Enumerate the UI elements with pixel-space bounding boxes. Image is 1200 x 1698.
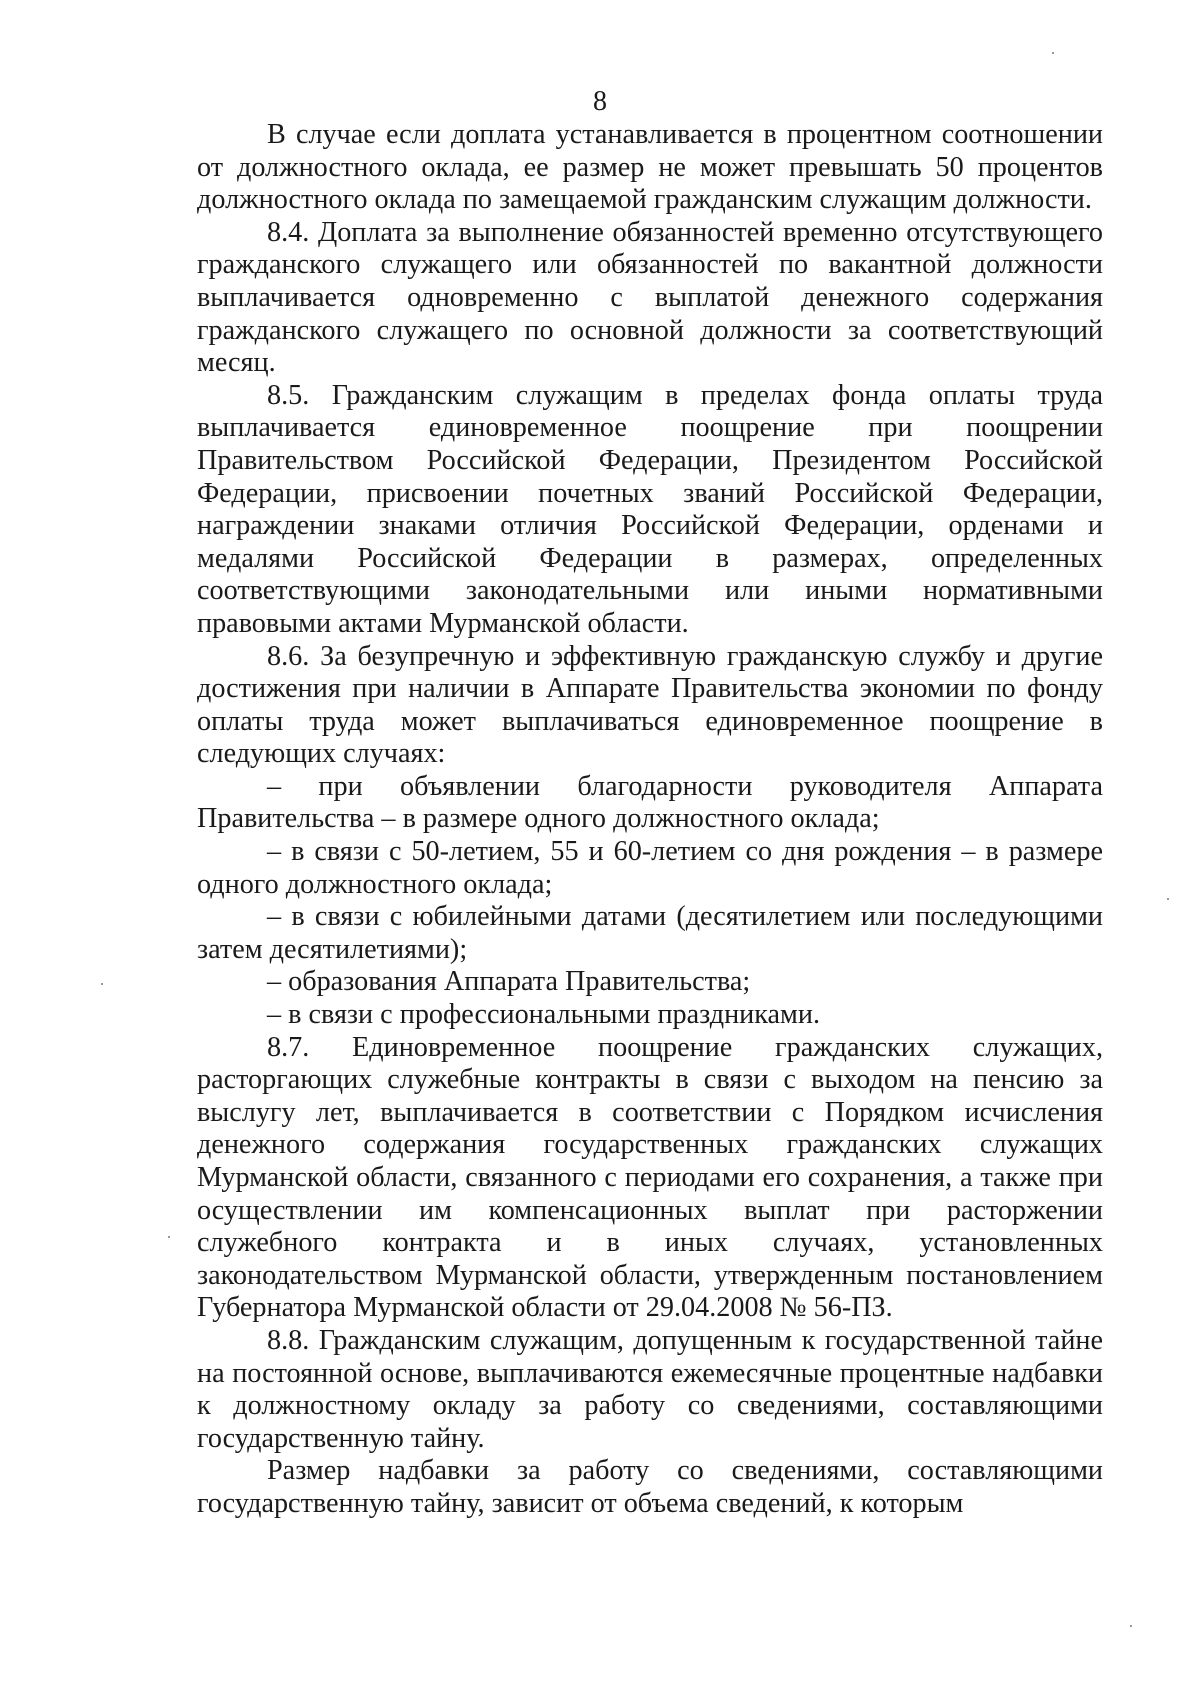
- scan-speck: [1167, 898, 1169, 900]
- paragraph-8-5: 8.5. Гражданским служащим в пределах фонда оплаты труда выплачивается единовременное поощрение при поощрении Правительством Российской Федерации, Президентом Российской Федерации, присвоении почетных званий Российской Федерации, награждении знаками отличия Российской Федерации, орденами и медалями Российской Федерации в размерах, определенных соответствующими законодательными или иными нормативными правовыми актами Мурманской области.: [197, 379, 1103, 639]
- document-body: [197, 119, 1103, 1521]
- paragraph-allowance-size: Размер надбавки за работу со сведениями, составляющими государственную тайну, зависит от объема сведений, к которым: [197, 1455, 1103, 1519]
- list-item-formation: – образования Аппарата Правительства;: [267, 966, 751, 998]
- scan-speck: [101, 983, 103, 985]
- list-item-gratitude: – при объявлении благодарности руководителя Аппарата Правительства – в размере одного должностного оклада;: [197, 770, 1103, 835]
- paragraph-8-6: 8.6. За безупречную и эффективную гражданскую службу и другие достижения при наличии в Аппарате Правительства экономии по фонду оплаты труда может выплачиваться единовременное поощрение в следующих случаях:: [197, 640, 1103, 770]
- list-item-holidays: – в связи с профессиональными праздниками.: [267, 999, 821, 1031]
- scan-speck: [1052, 52, 1054, 54]
- paragraph-8-4: 8.4. Доплата за выполнение обязанностей временно отсутствующего гражданского служащего или обязанностей по вакантной должности выплачивается одновременно с выплатой денежного содержания гражданского служащего по основной должности за соответствующий месяц.: [197, 216, 1103, 379]
- paragraph-8-7: 8.7. Единовременное поощрение гражданских служащих, расторгающих служебные контракты в связи с выходом на пенсию за выслугу лет, выплачивается в соответствии с Порядком исчисления денежного содержания государственных гражданских служащих Мурманской области, связанного с периодами его сохранения, а также при осуществлении им компенсационных выплат при расторжении служебного контракта и в иных случаях, установленных законодательством Мурманской области, утвержденным постановлением Губернатора Мурманской области от 29.04.2008 № 56-ПЗ.: [197, 1031, 1103, 1324]
- list-item-birthday: – в связи с 50-летием, 55 и 60-летием со дня рождения – в размере одного должностного оклада;: [197, 836, 1103, 900]
- paragraph-8-8: 8.8. Гражданским служащим, допущенным к государственной тайне на постоянной основе, выплачиваются ежемесячные процентные надбавки к должностному окладу за работу со сведениями, составляющими государственную тайну.: [197, 1324, 1103, 1454]
- page-number: 8: [593, 86, 607, 117]
- scan-speck: [1130, 1625, 1132, 1627]
- paragraph-percentage-limit: В случае если доплата устанавливается в процентном соотношении от должностного оклада, ее размер не может превышать 50 процентов должностного оклада по замещаемой гражданским служащим должности.: [197, 119, 1103, 216]
- scan-speck: [168, 1236, 170, 1238]
- list-item-anniversary: – в связи с юбилейными датами (десятилетием или последующими затем десятилетиями);: [197, 901, 1103, 965]
